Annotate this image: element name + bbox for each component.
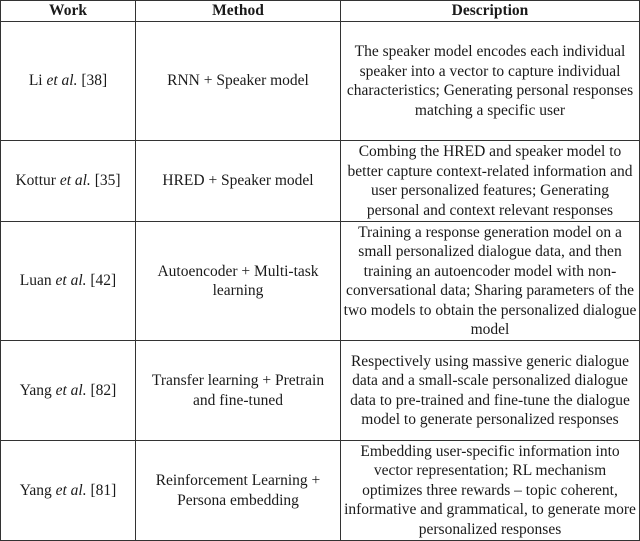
table-row: [1, 22, 640, 141]
header-row: [1, 1, 640, 22]
header-method: Method: [136, 1, 341, 22]
table-row: [1, 441, 640, 541]
description-cell: Training a response generation model on a small personalized dialogue data, and then training an autoencoder model with non-conversational data; Sharing parameters of the two models to obtain the personalized dialogue model: [341, 222, 640, 341]
method-cell: Reinforcement Learning + Persona embedding: [136, 441, 341, 541]
work-cell: Yang et al. [81]: [1, 441, 136, 541]
header-description: Description: [341, 1, 640, 22]
description-cell: Embedding user-specific information into vector representation; RL mechanism optimizes three rewards – topic coherent, informative and grammatical, to generate more personalized responses: [341, 441, 640, 541]
method-cell: Autoencoder + Multi-task learning: [136, 222, 341, 341]
table-row: [1, 222, 640, 341]
method-cell: Transfer learning + Pretrain and fine-tuned: [136, 341, 341, 441]
work-cell: Yang et al. [82]: [1, 341, 136, 441]
table-row: [1, 341, 640, 441]
method-cell: RNN + Speaker model: [136, 22, 341, 141]
header-work: Work: [1, 1, 136, 22]
description-cell: Combing the HRED and speaker model to better capture context-related information and user personalized features; Generating personal and context relevant responses: [341, 141, 640, 222]
work-cell: Kottur et al. [35]: [1, 141, 136, 222]
work-cell: Luan et al. [42]: [1, 222, 136, 341]
description-cell: The speaker model encodes each individual speaker into a vector to capture individual characteristics; Generating personal responses matching a specific user: [341, 22, 640, 141]
table-row: [1, 141, 640, 222]
description-cell: Respectively using massive generic dialogue data and a small-scale personalized dialogue data to pre-trained and fine-tune the dialogue model to generate personalized responses: [341, 341, 640, 441]
work-cell: Li et al. [38]: [1, 22, 136, 141]
method-cell: HRED + Speaker model: [136, 141, 341, 222]
